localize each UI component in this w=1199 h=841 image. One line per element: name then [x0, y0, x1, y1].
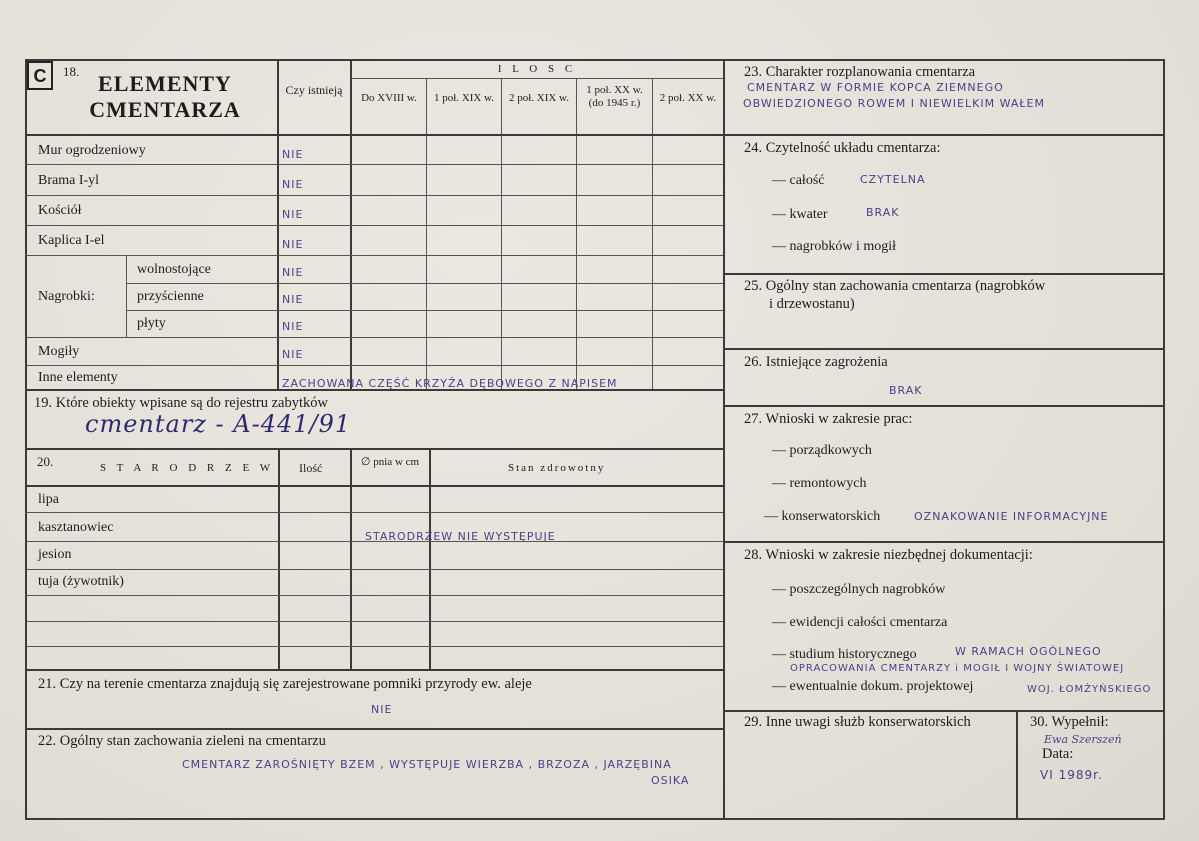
section-28-item-value: WOJ. ŁOMŻYŃSKIEGO [1027, 684, 1152, 695]
section-18-bottom [25, 389, 724, 391]
tree-label: jesion [38, 547, 72, 562]
section-26-value: BRAK [889, 384, 923, 397]
section-25-label-line2: i drzewostanu) [769, 296, 855, 312]
section-28-label: 28. Wnioski w zakresie niezbędnej dokumentacji: [744, 547, 1033, 563]
tree-col-divider [278, 449, 280, 670]
section-22-value-line1: CMENTARZ ZAROŚNIĘTY BZEM , WYSTĘPUJE WIERZBA , BRZOZA , JARZĘBINA [182, 758, 672, 771]
section-24-item-value: CZYTELNA [860, 173, 926, 186]
section-29-label: 29. Inne uwagi służb konserwatorskich [744, 714, 971, 730]
element-exists-value: NIE [282, 208, 304, 221]
starodrzew-header: S T A R O D R Z E W [100, 462, 275, 474]
section-22-value-line2: OSIKA [651, 774, 690, 787]
section-28-item-value: W RAMACH OGÓLNEGO [955, 645, 1102, 658]
section-19-value: cmentarz - A-441/91 [85, 410, 352, 438]
row-line [126, 310, 723, 311]
row-line [26, 569, 723, 570]
section-20-number: 20. [37, 454, 54, 469]
period-divider [426, 79, 427, 390]
section-28-item-label: — ewidencji całości cmentarza [772, 615, 948, 630]
section-21-value: NIE [371, 703, 393, 716]
section-19-label: 19. Które obiekty wpisane są do rejestru zabytków [34, 395, 328, 411]
period-header: 1 poł. XX w. (do 1945 r.) [586, 84, 643, 109]
section-27-item-label: — konserwatorskich [764, 509, 881, 524]
period-divider [652, 79, 653, 390]
tree-label: kasztanowiec [38, 520, 114, 535]
tree-label: tuja (żywotnik) [38, 574, 124, 589]
frame-bottom [25, 818, 1165, 820]
section-28-item-value-extra: OPRACOWANIA CMENTARZY i MOGIŁ I WOJNY ŚWIATOWEJ [790, 663, 1125, 674]
row-line [26, 255, 723, 256]
frame-right [1163, 59, 1165, 819]
inne-elementy-label: Inne elementy [38, 370, 118, 385]
section-27-item-label: — porządkowych [772, 443, 872, 458]
nagrobki-type-label: przyścienne [137, 289, 204, 304]
section-24-label: 24. Czytelność układu cmentarza: [744, 140, 941, 156]
col-quantity-header: I L O S C [497, 63, 577, 75]
period-header: 2 poł. XIX w. [508, 92, 570, 104]
row-line [26, 195, 723, 196]
trees-header-line [25, 485, 724, 487]
period-divider [501, 79, 502, 390]
frame-left [25, 59, 27, 819]
section-28-item-label: — poszczególnych nagrobków [772, 582, 946, 597]
nagrobki-exists-value: NIE [282, 320, 304, 333]
period-header: 2 poł. XX w. [659, 92, 717, 104]
nagrobki-type-label: płyty [137, 316, 166, 331]
col-tree-qty: Ilość [299, 461, 323, 475]
nagrobki-exists-value: NIE [282, 266, 304, 279]
section-28-item-label: — studium historycznego [772, 647, 917, 662]
section-21-label: 21. Czy na terenie cmentarza znajdują się zarejestrowane pomniki przyrody ew. aleje [38, 676, 532, 692]
section-29-30-divider [1016, 711, 1018, 819]
section-27-label: 27. Wnioski w zakresie prac: [744, 411, 913, 427]
filled-by-name: Ewa Szerszeń [1044, 733, 1122, 746]
corner-letter-box: C [27, 61, 53, 90]
col-tree-health: Stan zdrowotny [508, 462, 606, 474]
period-header: Do XVIII w. [361, 92, 417, 104]
tree-col-divider [350, 449, 352, 670]
section-25-bottom [724, 348, 1164, 350]
section-24-item-label: — całość [772, 173, 825, 188]
section-26-label: 26. Istniejące zagrożenia [744, 354, 888, 370]
starodrzew-note: STARODRZEW NIE WYSTĘPUJE [365, 530, 556, 543]
section-28-item-label: — ewentualnie dokum. projektowej [772, 679, 974, 694]
nagrobki-type-label: wolnostojące [137, 262, 211, 277]
element-exists-value: NIE [282, 238, 304, 251]
row-line [126, 283, 723, 284]
frame-top [25, 59, 1165, 61]
element-exists-value: NIE [282, 148, 304, 161]
row-line [26, 337, 723, 338]
element-label: Mur ogrodzeniowy [38, 143, 146, 158]
section-30-label: 30. Wypełnił: [1030, 714, 1109, 730]
row-line [26, 225, 723, 226]
section-18-number: 18. [63, 64, 80, 79]
section-23-bottom [724, 134, 1164, 136]
row-line [26, 512, 723, 513]
section-23-value-line2: OBWIEDZIONEGO ROWEM I NIEWIELKIM WAŁEM [743, 97, 1045, 110]
section-22-label: 22. Ogólny stan zachowania zieleni na cmentarzu [38, 733, 326, 749]
element-label: Kaplica I-el [38, 233, 105, 248]
row-line [26, 365, 723, 366]
nagrobki-divider [126, 255, 127, 337]
qty-subheader-line [351, 78, 723, 79]
section-27-item-value: OZNAKOWANIE INFORMACYJNE [914, 510, 1109, 523]
header-bottom-line [25, 134, 724, 136]
section-23-label: 23. Charakter rozplanowania cmentarza [744, 64, 976, 80]
period-divider [576, 79, 577, 390]
section-21-bottom [25, 728, 724, 730]
section-27-bottom [724, 541, 1164, 543]
section-27-item-label: — remontowych [772, 476, 867, 491]
section-20-bottom [25, 669, 724, 671]
section-24-item-label: — nagrobków i mogił [772, 239, 897, 254]
mogily-label: Mogiły [38, 344, 80, 359]
column-divider [723, 59, 725, 819]
section-25-label-line1: 25. Ogólny stan zachowania cmentarza (nagrobków [744, 278, 1046, 294]
element-exists-value: NIE [282, 178, 304, 191]
title-line1: ELEMENTY [98, 71, 232, 96]
date-value: VI 1989r. [1040, 768, 1103, 782]
section-24-item-value: BRAK [866, 206, 900, 219]
row-line [26, 646, 723, 647]
tree-col-divider [429, 449, 431, 670]
col-tree-diam: ∅ pnia w cm [360, 456, 420, 468]
element-label: Brama I-yl [38, 173, 100, 188]
row-line [26, 595, 723, 596]
section-26-bottom [724, 405, 1164, 407]
nagrobki-exists-value: NIE [282, 293, 304, 306]
element-label: Kościół [38, 203, 82, 218]
section-24-bottom [724, 273, 1164, 275]
section-28-bottom [724, 710, 1164, 712]
nagrobki-label: Nagrobki: [38, 289, 95, 304]
inne-elementy-value: ZACHOWANA CZĘŚĆ KRZYŻA DĘBOWEGO Z NAPISEM [282, 377, 618, 390]
mogily-exists-value: NIE [282, 348, 304, 361]
section-24-item-label: — kwater [772, 207, 828, 222]
date-label: Data: [1042, 746, 1074, 762]
row-line [26, 621, 723, 622]
col-exists-header: Czy istnieją [285, 83, 343, 97]
tree-label: lipa [38, 492, 59, 507]
section-23-value-line1: CMENTARZ W FORMIE KOPCA ZIEMNEGO [747, 81, 1004, 94]
period-header: 1 poł. XIX w. [433, 92, 495, 104]
row-line [26, 164, 723, 165]
section-19-bottom [25, 448, 724, 450]
title-line2: CMENTARZA [89, 97, 241, 122]
